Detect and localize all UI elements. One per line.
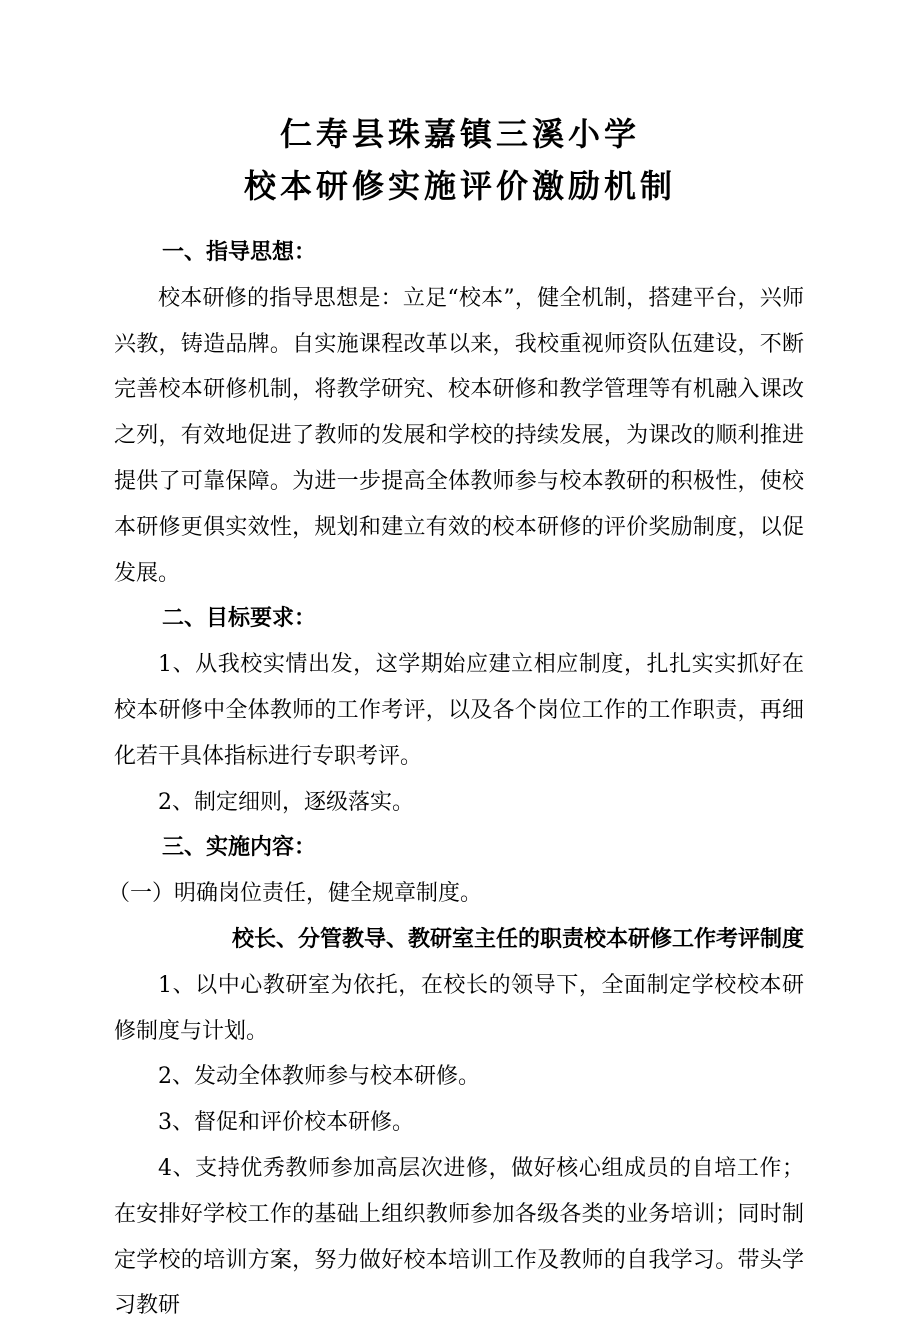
document-title-line2: 校本研修实施评价激励机制 — [243, 167, 676, 205]
document-title-line1: 仁寿县珠嘉镇三溪小学 — [279, 115, 640, 153]
section-heading-goals: 二、目标要求： — [162, 605, 317, 632]
section-heading-guiding-thought: 一、指导思想： — [162, 239, 317, 265]
document-body — [108, 230, 804, 1329]
paragraph-guiding-thought: 校本研修的指导思想是：立足“校本”，健全机制，搭建平台，兴师兴教，铸造品牌。自实施课程改革以来，我校重视师资队伍建设，不断完善校本研修机制，将教学研究、校本研修和教学管理等有机融入课改之列，有效地促进了教师的发展和学校的持续发展，为课改的顺利推进提供了可靠保障。为进一步提高全体教师参与校本教研的积极性，使校本研修更俱实效性，规划和建立有效的校本研修的评价奖励制度，以促发展。 — [114, 285, 804, 586]
paragraph-duty-3: 3、督促和评价校本研修。 — [158, 1110, 414, 1136]
subsection-title-duties: 校长、分管教导、教研室主任的职责校本研修工作考评制度 — [231, 925, 804, 952]
paragraph-duty-2: 2、发动全体教师参与校本研修。 — [158, 1064, 480, 1090]
paragraph-goal-1: 1、从我校实情出发，这学期始应建立相应制度，扎扎实实抓好在校本研修中全体教师的工作考评，以及各个岗位工作的工作职责，再细化若干具体指标进行专职考评。 — [114, 652, 804, 769]
paragraph-duty-1: 1、以中心教研室为依托，在校长的领导下，全面制定学校校本研修制度与计划。 — [114, 972, 804, 1044]
paragraph-duty-4: 4、支持优秀教师参加高层次进修，做好核心组成员的自培工作；在安排好学校工作的基础上组织教师参加各级各类的业务培训；同时制定学校的培训方案，努力做好校本培训工作及教师的自我学习。带头学习教研 — [114, 1155, 804, 1319]
subsection-heading-responsibility: （一）明确岗位责任，健全规章制度。 — [108, 881, 483, 907]
paragraph-goal-2: 2、制定细则，逐级落实。 — [158, 789, 414, 815]
section-heading-implementation: 三、实施内容： — [162, 834, 317, 861]
